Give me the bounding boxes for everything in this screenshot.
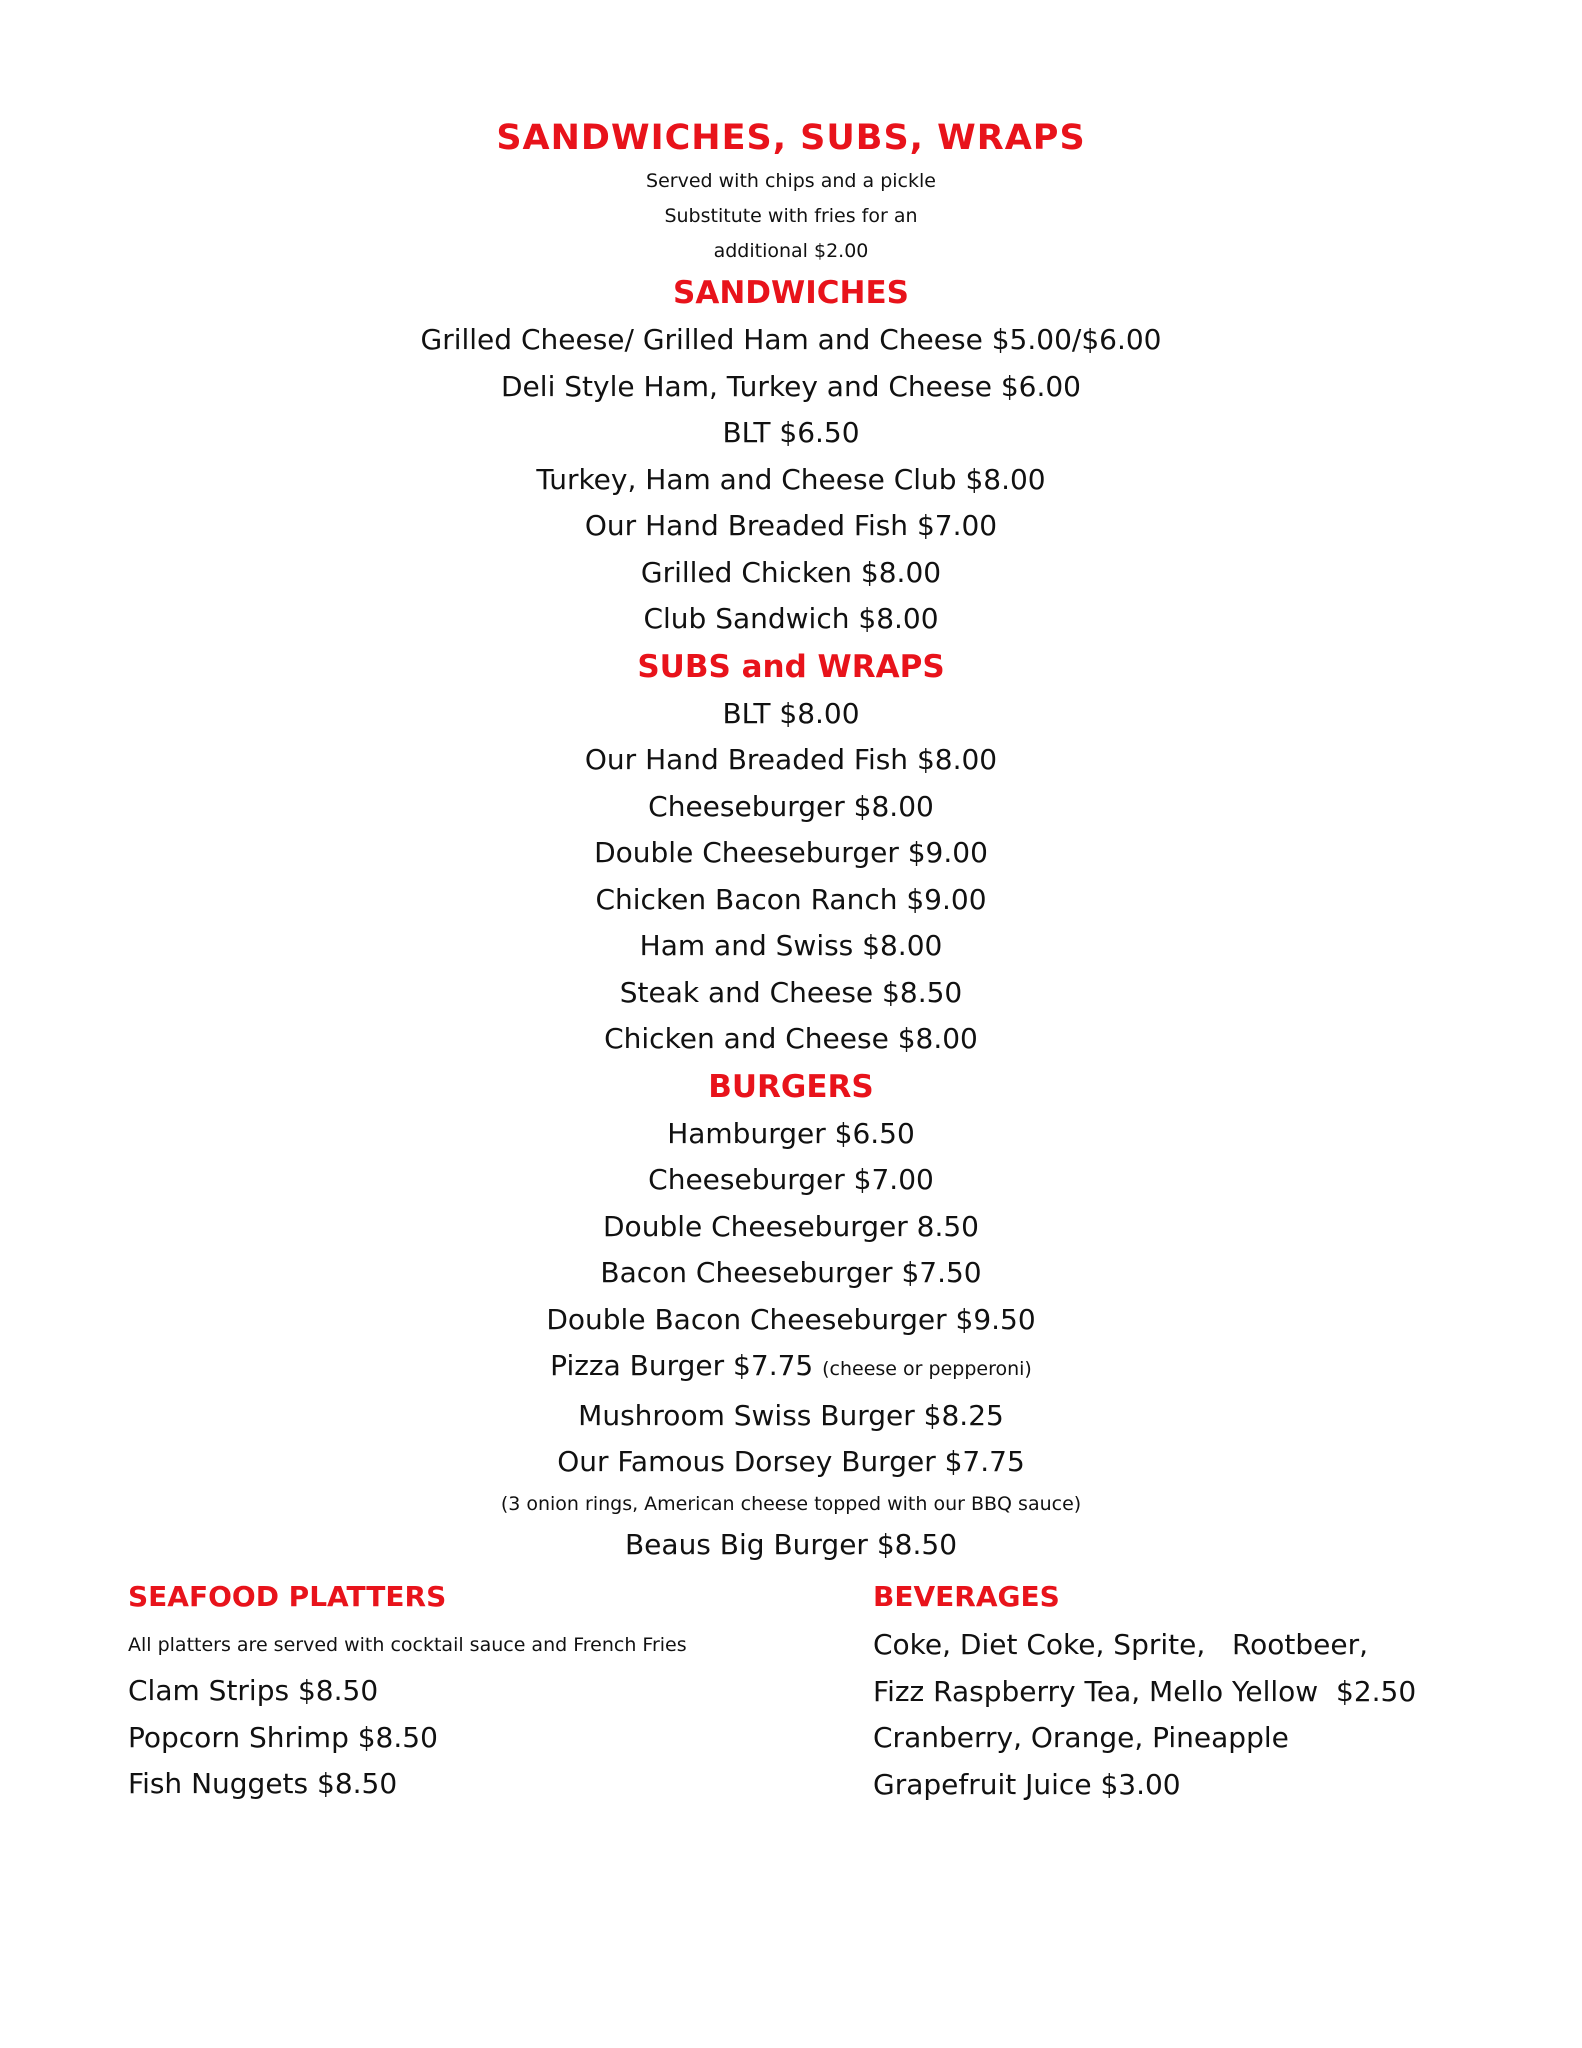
menu-item: Beaus Big Burger $8.50 — [624, 1527, 958, 1561]
menu-item: Ham and Swiss $8.00 — [639, 929, 943, 962]
beverage-line: Grapefruit Juice $3.00 — [873, 1767, 1181, 1801]
section-heading-sandwiches: SANDWICHES — [673, 275, 909, 311]
beverage-line: Cranberry, Orange, Pineapple — [873, 1721, 1289, 1754]
menu-item: Our Famous Dorsey Burger $7.75 — [557, 1445, 1025, 1478]
additional-cost-note: additional $2.00 — [713, 240, 869, 262]
menu-item: Chicken and Cheese $8.00 — [604, 1022, 978, 1055]
beverages-section — [873, 1572, 1533, 1808]
menu-item: Cheeseburger $7.00 — [648, 1163, 934, 1196]
seafood-section — [128, 1572, 828, 1808]
dorsey-burger-note: (3 onion rings, American cheese topped with our BBQ sauce) — [500, 1492, 1082, 1515]
menu-item: Our Hand Breaded Fish $8.00 — [584, 743, 998, 776]
menu-item: Double Cheeseburger 8.50 — [603, 1209, 979, 1243]
menu-item: Turkey, Ham and Cheese Club $8.00 — [536, 462, 1046, 496]
substitute-note: Substitute with fries for an — [664, 205, 918, 227]
menu-item: Mushroom Swiss Burger $8.25 — [578, 1398, 1004, 1432]
menu-item: Double Cheeseburger $9.00 — [594, 836, 988, 869]
section-heading-beverages: BEVERAGES — [873, 1580, 1060, 1613]
page-title: SANDWICHES, SUBS, WRAPS — [496, 118, 1086, 158]
menu-item: Double Bacon Cheeseburger $9.50 — [546, 1302, 1036, 1336]
menu-item: Cheeseburger $8.00 — [648, 789, 934, 823]
menu-item: BLT $6.50 — [722, 416, 860, 449]
beverage-line: Coke, Diet Coke, Sprite, Rootbeer, — [873, 1628, 1369, 1661]
menu-item: BLT $8.00 — [722, 696, 860, 730]
pizza-burger-note: (cheese or pepperoni) — [822, 1358, 1032, 1380]
menu-item: Bacon Cheeseburger $7.50 — [600, 1256, 982, 1289]
menu-item: Deli Style Ham, Turkey and Cheese $6.00 — [501, 369, 1081, 403]
menu-item: Hamburger $6.50 — [667, 1116, 915, 1150]
menu-item: Grilled Cheese/ Grilled Ham and Cheese $5.00/$6.00 — [420, 323, 1162, 356]
menu-item: Popcorn Shrimp $8.50 — [128, 1720, 438, 1754]
section-heading-subs-wraps: SUBS and WRAPS — [637, 648, 945, 685]
served-with-note: Served with chips and a pickle — [646, 170, 936, 192]
menu-item-pizza-burger — [0, 1343, 1582, 1393]
pizza-burger-label: Pizza Burger $7.75 — [550, 1349, 814, 1382]
section-heading-seafood: SEAFOOD PLATTERS — [128, 1580, 447, 1613]
seafood-note: All platters are served with cocktail sauce and French Fries — [128, 1634, 687, 1656]
menu-item: Club Sandwich $8.00 — [643, 602, 939, 635]
menu-item: Fish Nuggets $8.50 — [128, 1767, 398, 1800]
menu-item: Grilled Chicken $8.00 — [640, 555, 942, 589]
menu-item: Clam Strips $8.50 — [128, 1674, 379, 1707]
section-heading-burgers: BURGERS — [708, 1068, 874, 1105]
menu-item: Chicken Bacon Ranch $9.00 — [595, 882, 987, 916]
beverage-line: Fizz Raspberry Tea, Mello Yellow $2.50 — [873, 1674, 1417, 1708]
menu-item: Our Hand Breaded Fish $7.00 — [584, 509, 998, 542]
menu-item: Steak and Cheese $8.50 — [619, 975, 963, 1009]
main-menu-column — [0, 112, 1582, 1568]
